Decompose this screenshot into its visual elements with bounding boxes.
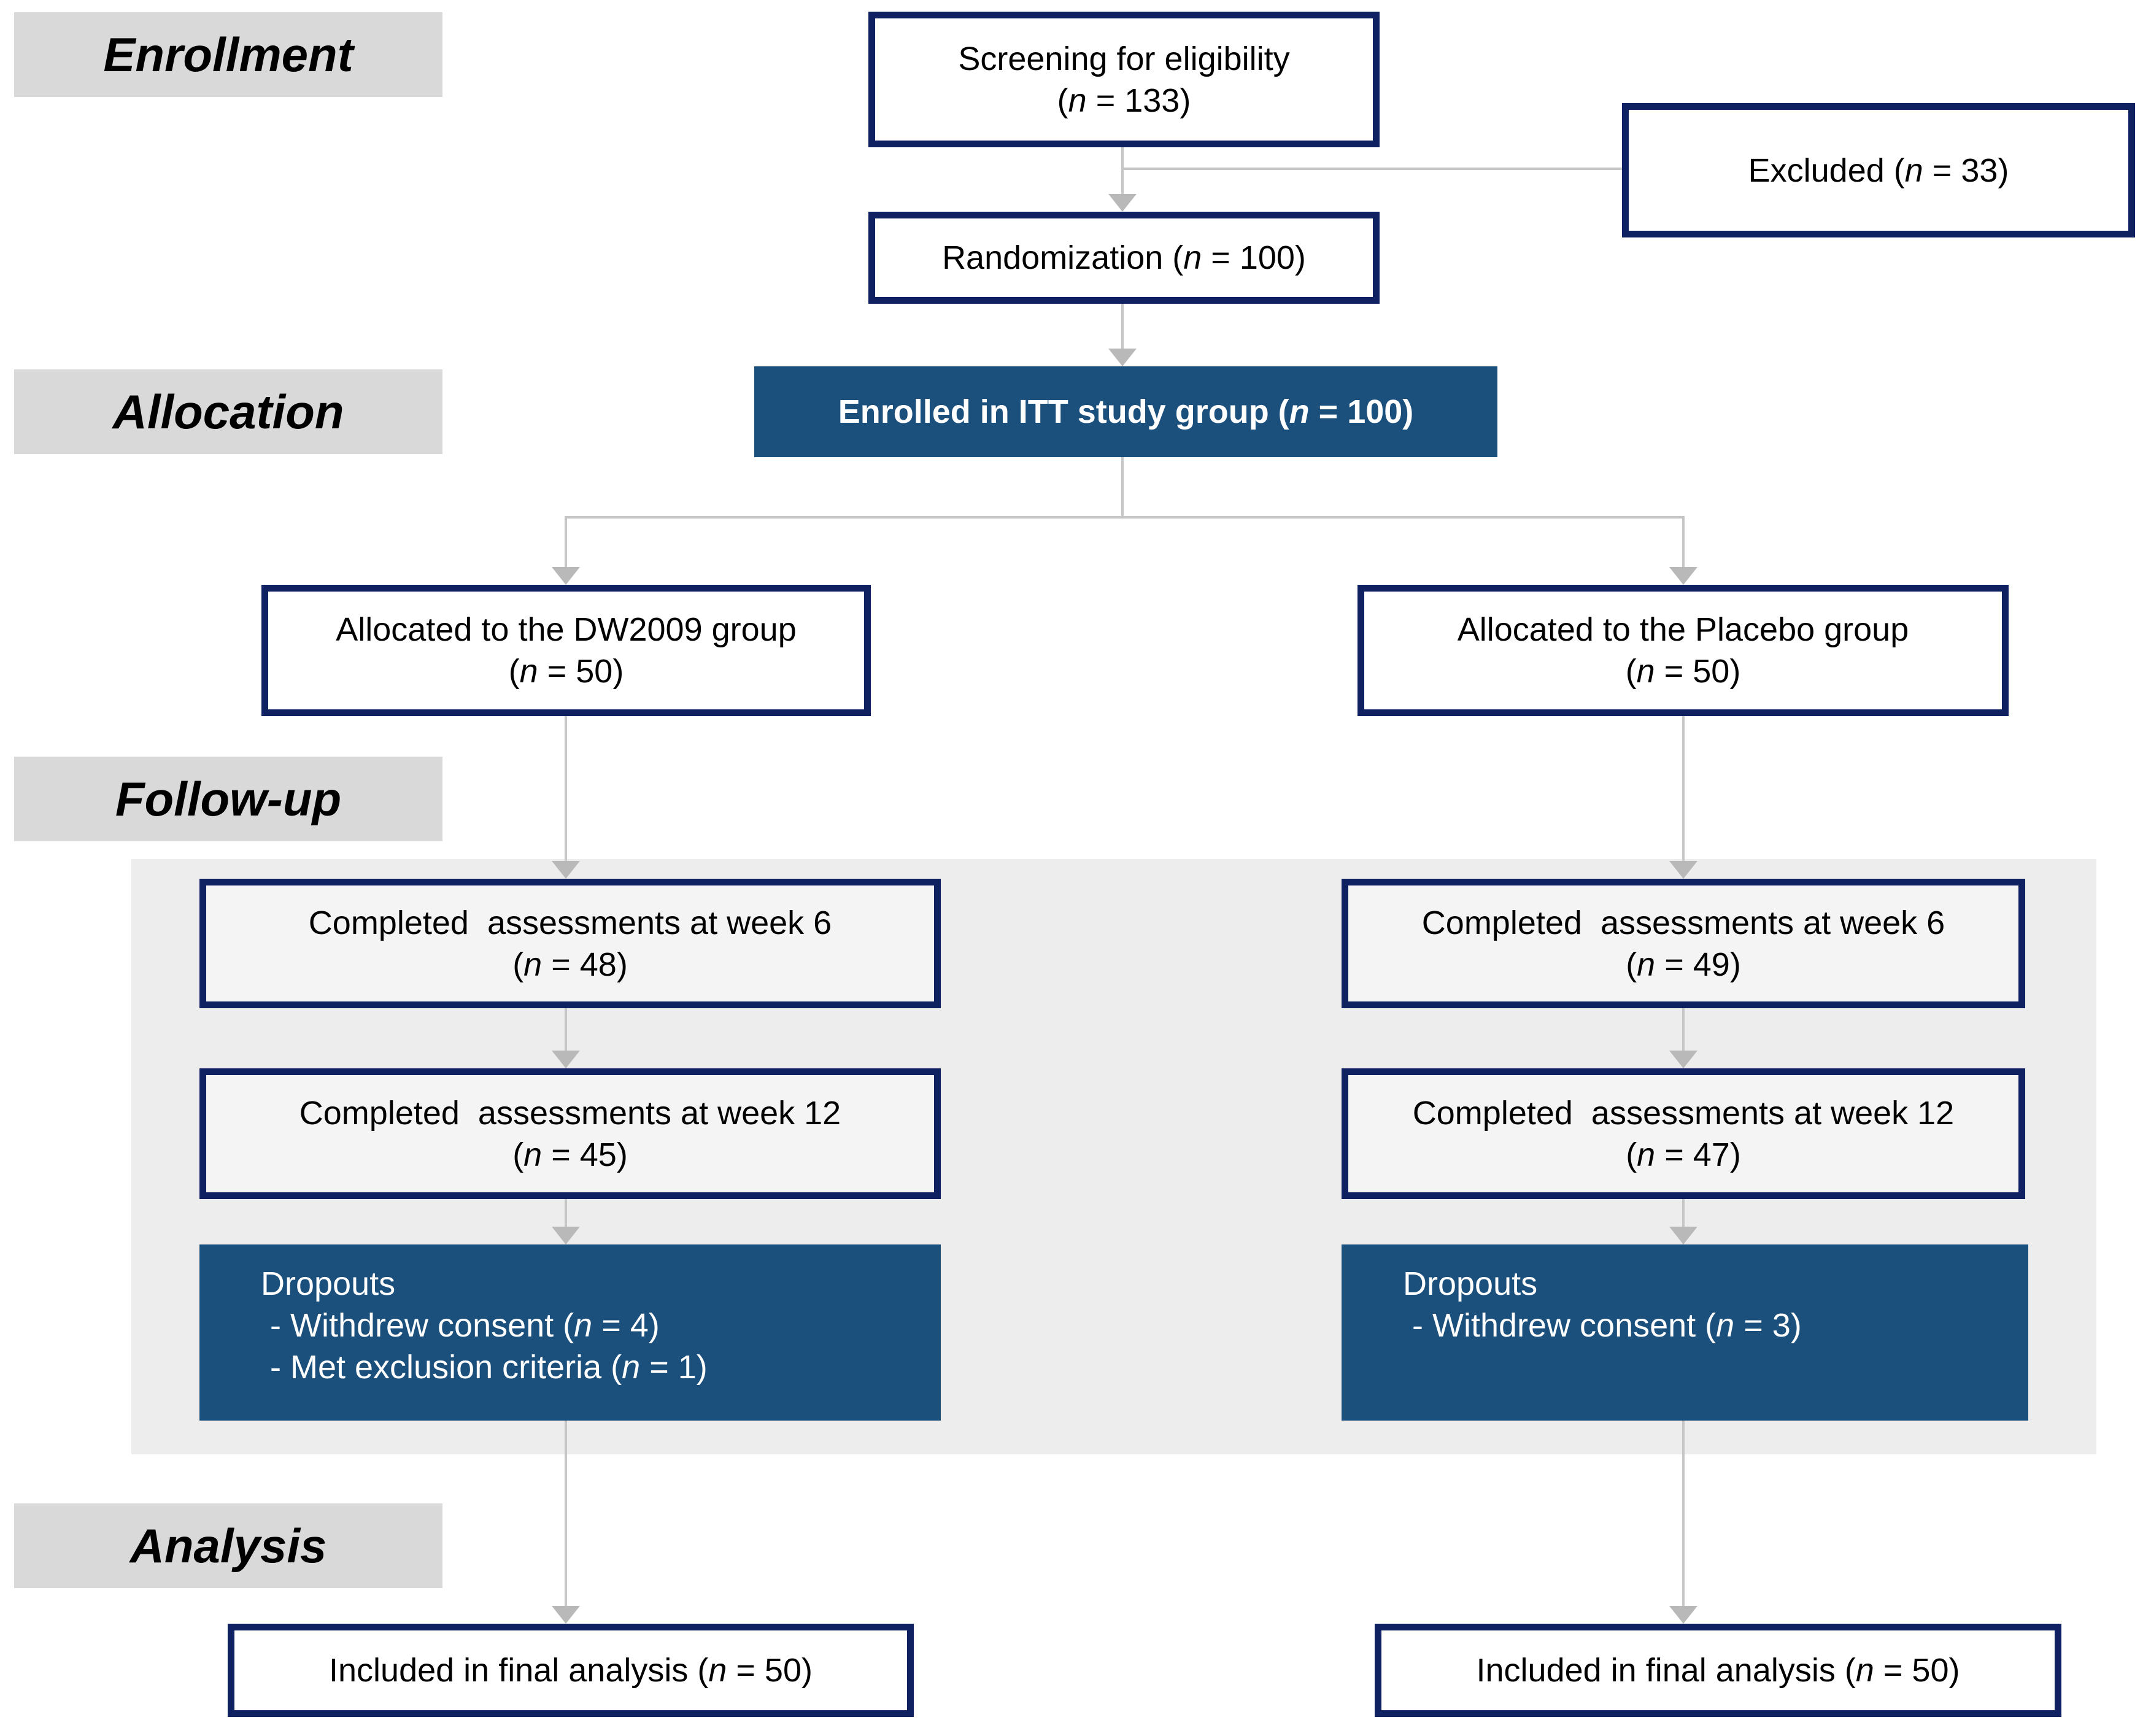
dw2009-allocation-text: Allocated to the DW2009 group bbox=[336, 611, 797, 648]
arrow-down-icon bbox=[1669, 1227, 1697, 1244]
dw2009-dropouts-box bbox=[199, 1244, 941, 1421]
arrow-down-icon bbox=[552, 1227, 580, 1244]
dw2009-week6-count: (n = 48) bbox=[512, 946, 628, 983]
screening-text: Screening for eligibility bbox=[958, 40, 1290, 77]
connector-week12-to-dropouts-left bbox=[565, 1199, 567, 1228]
stage-label-enrollment bbox=[14, 12, 442, 97]
connector-week12-to-dropouts-right bbox=[1682, 1199, 1685, 1228]
placebo-allocation-count: (n = 50) bbox=[1625, 653, 1741, 690]
placebo-final-analysis-box bbox=[1375, 1624, 2061, 1717]
stage-label-text: Follow-up bbox=[115, 771, 342, 826]
dw2009-final-analysis-text: Included in final analysis (n = 50) bbox=[329, 1652, 813, 1689]
placebo-week6-count: (n = 49) bbox=[1626, 946, 1741, 983]
excluded-box bbox=[1622, 103, 2135, 237]
dw2009-allocation-box bbox=[261, 585, 871, 716]
stage-label-allocation bbox=[14, 369, 442, 454]
excluded-text: Excluded (n = 33) bbox=[1748, 152, 2009, 189]
placebo-final-analysis-text: Included in final analysis (n = 50) bbox=[1476, 1652, 1960, 1689]
dw2009-week12-box bbox=[199, 1068, 941, 1199]
stage-label-text: Allocation bbox=[112, 384, 344, 439]
dw2009-final-analysis-box bbox=[228, 1624, 914, 1717]
placebo-dropouts-item: - Withdrew consent (n = 3) bbox=[1403, 1307, 1802, 1344]
arrow-down-icon bbox=[552, 861, 580, 879]
placebo-week12-text: Completed assessments at week 12 bbox=[1412, 1094, 1955, 1132]
placebo-dropouts-title: Dropouts bbox=[1403, 1265, 1538, 1302]
dw2009-week12-count: (n = 45) bbox=[512, 1136, 628, 1173]
connector-branch-to-dw2009 bbox=[565, 517, 567, 568]
dw2009-dropouts-item: - Met exclusion criteria (n = 1) bbox=[261, 1349, 708, 1386]
stage-label-text: Analysis bbox=[129, 1518, 327, 1573]
connector-itt-to-branch bbox=[1121, 457, 1124, 517]
stage-label-text: Enrollment bbox=[103, 27, 353, 82]
connector-dw2009-to-week6 bbox=[565, 716, 567, 868]
arrow-down-icon bbox=[552, 1606, 580, 1624]
placebo-week12-box bbox=[1342, 1068, 2025, 1199]
arrow-down-icon bbox=[1108, 194, 1137, 212]
placebo-allocation-text: Allocated to the Placebo group bbox=[1457, 611, 1909, 648]
arrow-down-icon bbox=[552, 567, 580, 585]
dw2009-dropouts-title: Dropouts bbox=[261, 1265, 396, 1302]
connector-week6-to-week12-left bbox=[565, 1008, 567, 1052]
connector-to-excluded bbox=[1122, 168, 1622, 170]
dw2009-allocation-count: (n = 50) bbox=[508, 653, 624, 690]
branch-line-allocation bbox=[565, 516, 1685, 519]
dw2009-week12-text: Completed assessments at week 12 bbox=[299, 1094, 841, 1132]
connector-dropouts-to-final-left bbox=[565, 1421, 567, 1607]
connector-branch-to-placebo bbox=[1682, 517, 1685, 568]
arrow-down-icon bbox=[1669, 861, 1697, 879]
screening-box bbox=[868, 12, 1380, 147]
arrow-down-icon bbox=[1669, 567, 1697, 585]
connector-dropouts-to-final-right bbox=[1682, 1421, 1685, 1607]
stage-label-analysis bbox=[14, 1503, 442, 1588]
screening-count: (n = 133) bbox=[1057, 82, 1191, 119]
connector-screening-to-randomization bbox=[1121, 147, 1124, 195]
randomization-text: Randomization (n = 100) bbox=[942, 239, 1306, 276]
placebo-week6-text: Completed assessments at week 6 bbox=[1421, 904, 1945, 941]
itt-box bbox=[754, 366, 1497, 457]
placebo-allocation-box bbox=[1357, 585, 2009, 716]
dw2009-week6-text: Completed assessments at week 6 bbox=[308, 904, 832, 941]
itt-text: Enrolled in ITT study group (n = 100) bbox=[838, 393, 1414, 430]
placebo-week12-count: (n = 47) bbox=[1626, 1136, 1741, 1173]
arrow-down-icon bbox=[552, 1051, 580, 1068]
arrow-down-icon bbox=[1669, 1051, 1697, 1068]
connector-randomization-to-itt bbox=[1121, 304, 1124, 350]
dw2009-week6-box bbox=[199, 879, 941, 1008]
stage-label-followup bbox=[14, 757, 442, 841]
dw2009-dropouts-item: - Withdrew consent (n = 4) bbox=[261, 1307, 660, 1344]
placebo-dropouts-box bbox=[1342, 1244, 2028, 1421]
randomization-box bbox=[868, 212, 1380, 304]
arrow-down-icon bbox=[1669, 1606, 1697, 1624]
connector-week6-to-week12-right bbox=[1682, 1008, 1685, 1052]
placebo-week6-box bbox=[1342, 879, 2025, 1008]
arrow-down-icon bbox=[1108, 349, 1137, 366]
connector-placebo-to-week6 bbox=[1682, 716, 1685, 868]
